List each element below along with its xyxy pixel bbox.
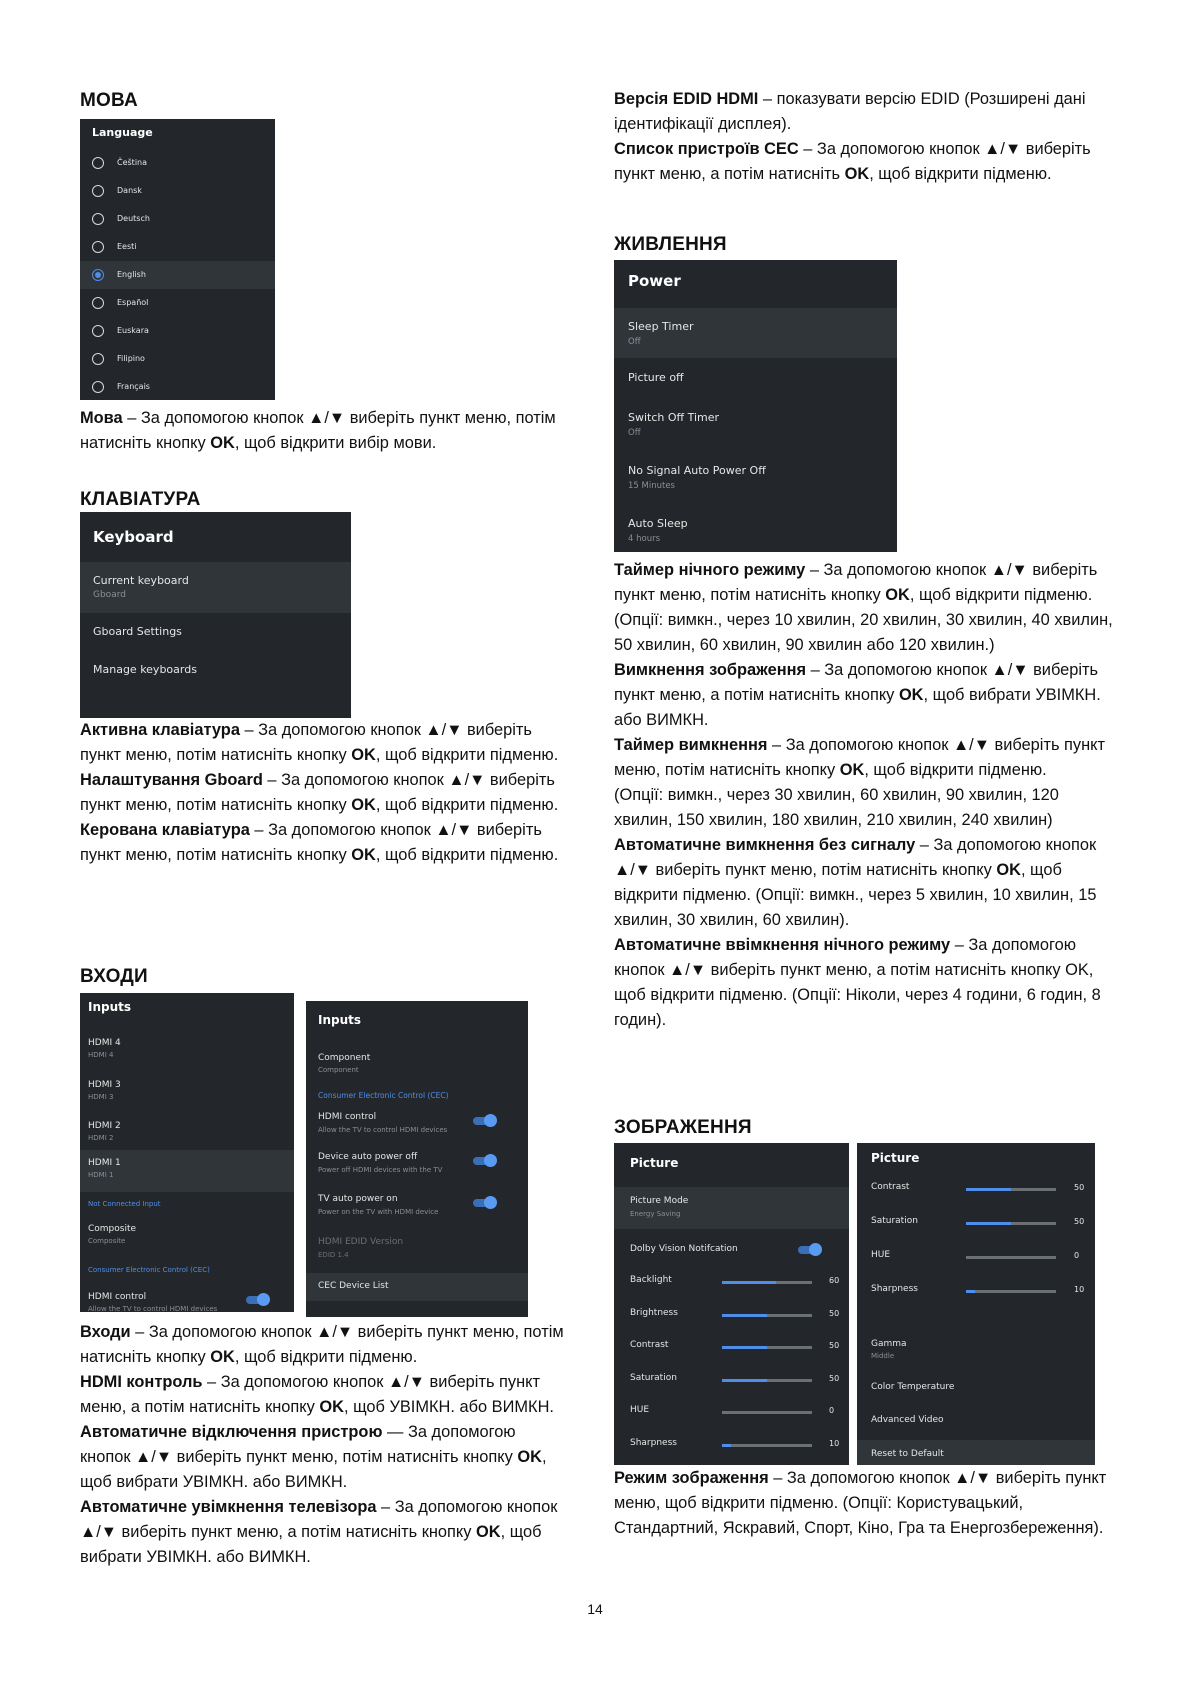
edid-para-version: Версія EDID HDMI – показувати версію EDID (Розширені дані ідентифікації дисплея). bbox=[614, 90, 1086, 133]
keyboard-para-active: Активна клавіатура – За допомогою кнопок ▲/▼ виберіть пункт меню, потім натисніть кнопку OK, щоб відкрити підменю. bbox=[80, 721, 559, 764]
inputs2-cec-header: Consumer Electronic Control (CEC) bbox=[318, 1091, 449, 1100]
inputs-item-edid: HDMI EDID Version EDID 1.4 bbox=[318, 1237, 404, 1259]
inputs-para-inputs: Входи – За допомогою кнопок ▲/▼ виберіть пункт меню, потім натисніть кнопку OK, щоб відкрити підменю. bbox=[80, 1323, 564, 1366]
radio-unchecked-icon bbox=[92, 325, 104, 337]
language-option[interactable] bbox=[80, 289, 275, 317]
slider-track[interactable] bbox=[966, 1256, 1056, 1259]
slider-row[interactable] bbox=[857, 1284, 1095, 1302]
power-item-picture-off[interactable]: Picture off bbox=[628, 371, 684, 384]
inputs-para-hdmi-control: HDMI контроль – За допомогою кнопок ▲/▼ виберіть пункт меню, а потім натисніть кнопку OK, щоб УВІМКН. або ВИМКН. bbox=[80, 1373, 554, 1416]
radio-checked-icon bbox=[92, 269, 104, 281]
inputs-not-connected-header: Not Connected Input bbox=[88, 1200, 161, 1208]
slider-row[interactable] bbox=[614, 1308, 849, 1326]
slider-label: Contrast bbox=[630, 1340, 669, 1350]
toggle-icon[interactable] bbox=[473, 1199, 495, 1207]
language-option-label: Filipino bbox=[117, 354, 145, 363]
slider-label: HUE bbox=[630, 1405, 650, 1415]
power-para-switch-off: Таймер вимкнення – За допомогою кнопок ▲/▼ виберіть пункт меню, потім натисніть кнопку OK, щоб відкрити підменю. bbox=[614, 736, 1106, 779]
inputs-para-auto-off: Автоматичне відключення пристрою — За допомогою кнопок ▲/▼ виберіть пункт меню, потім натисніть кнопку OK, щоб вибрати УВІМКН. або ВИМКН. bbox=[80, 1423, 547, 1491]
picture-item-dolby[interactable]: Dolby Vision Notifcation bbox=[614, 1236, 849, 1266]
keyboard-description bbox=[80, 718, 560, 868]
power-item-no-signal[interactable]: No Signal Auto Power Off 15 Minutes bbox=[628, 464, 766, 491]
slider-row[interactable] bbox=[614, 1340, 849, 1358]
slider-row[interactable] bbox=[614, 1373, 849, 1391]
language-option[interactable] bbox=[80, 261, 275, 289]
radio-unchecked-icon bbox=[92, 353, 104, 365]
slider-row[interactable] bbox=[614, 1405, 849, 1423]
slider-value: 0 bbox=[829, 1406, 835, 1415]
keyboard-screen bbox=[80, 512, 351, 718]
toggle-icon[interactable] bbox=[473, 1157, 495, 1165]
inputs-item-hdmi-control[interactable]: HDMI control Allow the TV to control HDMI devices bbox=[80, 1286, 294, 1312]
slider-fill bbox=[966, 1290, 975, 1293]
slider-value: 50 bbox=[829, 1308, 840, 1318]
power-item-switch-off-timer[interactable]: Switch Off Timer Off bbox=[628, 411, 720, 438]
slider-fill bbox=[722, 1346, 767, 1349]
slider-label: Contrast bbox=[871, 1182, 910, 1192]
radio-unchecked-icon bbox=[92, 241, 104, 253]
slider-track[interactable] bbox=[722, 1314, 812, 1317]
language-option[interactable] bbox=[80, 149, 275, 177]
slider-track[interactable] bbox=[722, 1379, 812, 1382]
edid-description bbox=[614, 87, 1114, 187]
picture-description: Режим зображення – За допомогою кнопок ▲/▼ виберіть пункт меню, щоб відкрити підменю. (Опції: Користувацький, Стандартний, Яскравий, Спорт, Кіно, Гра та Енергозбереження). bbox=[614, 1469, 1107, 1537]
language-option[interactable] bbox=[80, 177, 275, 205]
picture-item-advanced[interactable]: Advanced Video bbox=[871, 1415, 944, 1425]
section-heading-inputs: ВХОДИ bbox=[80, 966, 148, 987]
slider-fill bbox=[722, 1314, 767, 1317]
picture-item-reset[interactable]: Reset to Default bbox=[857, 1440, 1095, 1465]
slider-row[interactable] bbox=[857, 1250, 1095, 1268]
language-option[interactable] bbox=[80, 373, 275, 400]
toggle-icon[interactable] bbox=[473, 1117, 495, 1125]
inputs-item-component[interactable]: Component Component bbox=[318, 1053, 371, 1074]
radio-unchecked-icon bbox=[92, 157, 104, 169]
slider-value: 10 bbox=[1074, 1285, 1085, 1294]
section-heading-power: ЖИВЛЕННЯ bbox=[614, 234, 727, 255]
slider-track[interactable] bbox=[722, 1281, 812, 1284]
language-option[interactable] bbox=[80, 317, 275, 345]
power-para-no-signal: Автоматичне вимкнення без сигналу – За допомогою кнопок ▲/▼ виберіть пункт меню, потім натисніть кнопку OK, щоб відкрити підменю. (Опції: вимкн., через 5 хвилин, 10 хвилин, 15 хвилин, 30 хвилин, 60 хвилин). bbox=[614, 836, 1097, 929]
language-option-label: Čeština bbox=[117, 158, 148, 167]
slider-track[interactable] bbox=[722, 1444, 812, 1447]
inputs-cec-header: Consumer Electronic Control (CEC) bbox=[88, 1266, 210, 1274]
power-para-auto-sleep: Автоматичне ввімкнення нічного режиму – За допомогою кнопок ▲/▼ виберіть пункт меню, а потім натисніть кнопку OK, щоб відкрити підменю. (Опції: Ніколи, через 4 години, 6 годин, 8 годин). bbox=[614, 936, 1101, 1029]
keyboard-para-gboard: Налаштування Gboard – За допомогою кнопок ▲/▼ виберіть пункт меню, потім натисніть кнопку OK, щоб відкрити підменю. bbox=[80, 771, 559, 814]
language-option-label: English bbox=[117, 270, 146, 279]
language-option[interactable] bbox=[80, 205, 275, 233]
inputs-item-hdmi1[interactable]: HDMI 1 HDMI 1 bbox=[80, 1150, 294, 1192]
keyboard-para-managed: Керована клавіатура – За допомогою кнопок ▲/▼ виберіть пункт меню, потім натисніть кнопку OK, щоб відкрити підменю. bbox=[80, 821, 559, 864]
language-option[interactable] bbox=[80, 233, 275, 261]
edid-para-cec-list: Список пристроїв CEC – За допомогою кнопок ▲/▼ виберіть пункт меню, а потім натисніть OK, щоб відкрити підменю. bbox=[614, 140, 1091, 183]
slider-row[interactable] bbox=[614, 1275, 849, 1293]
inputs-item-tv-auto-on[interactable]: TV auto power on Power on the TV with HDMI device bbox=[306, 1193, 528, 1229]
slider-value: 60 bbox=[829, 1276, 840, 1285]
slider-label: Brightness bbox=[630, 1307, 678, 1318]
radio-unchecked-icon bbox=[92, 185, 104, 197]
power-item-sleep-timer[interactable]: Sleep Timer Off bbox=[614, 308, 897, 358]
slider-value: 50 bbox=[1074, 1183, 1085, 1192]
language-option-label: Français bbox=[117, 382, 150, 391]
slider-fill bbox=[966, 1222, 1011, 1225]
slider-value: 50 bbox=[829, 1341, 840, 1350]
keyboard-item-gboard-settings[interactable]: Gboard Settings bbox=[93, 625, 182, 638]
slider-row[interactable] bbox=[614, 1438, 849, 1456]
inputs-screen-2: Inputs Component Component Consumer Electronic Control (CEC) HDMI control Allow the TV to control HDMI devices Device auto power off Power off HDMI devices with the TV TV auto power on Power on the TV with HDMI device HDMI EDID Version EDID 1.4 CEC Device List bbox=[306, 1001, 528, 1317]
language-option-label: Dansk bbox=[117, 186, 142, 195]
inputs-item-cec-list[interactable]: CEC Device List bbox=[306, 1273, 528, 1301]
slider-row[interactable] bbox=[857, 1216, 1095, 1234]
language-option[interactable] bbox=[80, 345, 275, 373]
power-para-switch-off-options: (Опції: вимкн., через 30 хвилин, 60 хвилин, 90 хвилин, 120 хвилин, 150 хвилин, 180 хвилин, 210 хвилин, 240 хвилин) bbox=[614, 786, 1059, 829]
inputs-item-hdmi2[interactable]: HDMI 2 HDMI 2 bbox=[88, 1121, 121, 1142]
inputs-item-device-auto-off[interactable]: Device auto power off Power off HDMI devices with the TV bbox=[306, 1151, 528, 1187]
slider-label: Sharpness bbox=[630, 1437, 677, 1448]
inputs-screen-1: Inputs HDMI 4 HDMI 4 HDMI 3 HDMI 3 HDMI 2 HDMI 2 HDMI 1 HDMI 1 Not Connected Input Composite Composite Consumer Electronic Control (CEC) HDMI control Allow the TV to control HDMI devices bbox=[80, 993, 294, 1312]
slider-value: 50 bbox=[1074, 1217, 1085, 1226]
slider-fill bbox=[722, 1444, 731, 1447]
section-heading-language: МОВА bbox=[80, 90, 138, 111]
radio-unchecked-icon bbox=[92, 381, 104, 393]
language-option-label: Eesti bbox=[117, 242, 137, 251]
inputs-item-hdmi3[interactable]: HDMI 3 HDMI 3 bbox=[88, 1080, 121, 1101]
keyboard-item-current[interactable]: Current keyboard Gboard bbox=[80, 562, 351, 613]
power-description bbox=[614, 558, 1119, 1033]
language-option-label: Deutsch bbox=[117, 214, 150, 223]
power-para-sleep: Таймер нічного режиму – За допомогою кнопок ▲/▼ виберіть пункт меню, потім натисніть кнопку OK, щоб відкрити підменю. bbox=[614, 561, 1098, 604]
power-item-auto-sleep[interactable]: Auto Sleep 4 hours bbox=[628, 517, 688, 544]
slider-label: Saturation bbox=[630, 1372, 677, 1383]
power-screen: Power Sleep Timer Off Picture off Switch Off Timer Off No Signal Auto Power Off 15 Minutes Auto Sleep 4 hours bbox=[614, 260, 897, 552]
slider-track[interactable] bbox=[722, 1411, 812, 1414]
toggle-icon[interactable] bbox=[246, 1296, 268, 1304]
language-description: Мова – За допомогою кнопок ▲/▼ виберіть пункт меню, потім натисніть кнопку OK, щоб відкрити вибір мови. bbox=[80, 409, 556, 452]
picture-item-color-temp[interactable]: Color Temperature bbox=[871, 1382, 955, 1392]
inputs-para-auto-on: Автоматичне увімкнення телевізора – За допомогою кнопок ▲/▼ виберіть пункт меню, а потім натисніть кнопку OK, щоб вибрати УВІМКН. або ВИМКН. bbox=[80, 1498, 558, 1566]
language-screen-title: Language bbox=[92, 126, 153, 139]
inputs-item-hdmi-control-2[interactable]: HDMI control Allow the TV to control HDMI devices bbox=[306, 1111, 528, 1147]
picture-screen-2: Picture Contrast 50 Saturation 50 HUE 0 Sharpness 10 Gamma Middle Color Temperature Advanced Video Reset to Default bbox=[857, 1143, 1095, 1465]
toggle-icon[interactable] bbox=[798, 1246, 820, 1254]
inputs-item-hdmi4[interactable]: HDMI 4 HDMI 4 bbox=[88, 1038, 121, 1059]
slider-track[interactable] bbox=[966, 1290, 1056, 1293]
keyboard-item-manage[interactable]: Manage keyboards bbox=[93, 663, 197, 676]
slider-label: HUE bbox=[871, 1250, 891, 1260]
inputs-item-composite[interactable]: Composite Composite bbox=[88, 1224, 137, 1245]
picture-item-gamma[interactable]: Gamma Middle bbox=[871, 1339, 907, 1360]
slider-fill bbox=[722, 1281, 776, 1284]
picture-screen-1: Picture Picture Mode Energy Saving Dolby Vision Notifcation Backlight 60 Brightness 50 Contrast 50 Saturation 50 HUE 0 Sharpness 10 bbox=[614, 1143, 849, 1465]
slider-value: 0 bbox=[1074, 1251, 1080, 1260]
slider-fill bbox=[966, 1188, 1011, 1191]
keyboard-screen-title: Keyboard bbox=[93, 528, 174, 546]
slider-value: 10 bbox=[829, 1438, 840, 1448]
language-option-label: Español bbox=[117, 298, 149, 307]
slider-value: 50 bbox=[829, 1373, 840, 1383]
power-para-sleep-options: (Опції: вимкн., через 10 хвилин, 20 хвилин, 30 хвилин, 40 хвилин, 50 хвилин, 60 хвилин, 90 хвилин або 120 хвилин.) bbox=[614, 611, 1113, 654]
section-heading-keyboard: КЛАВІАТУРА bbox=[80, 489, 201, 510]
language-screen bbox=[80, 119, 275, 400]
slider-fill bbox=[722, 1379, 767, 1382]
slider-track[interactable] bbox=[966, 1188, 1056, 1191]
power-para-picture-off: Вимкнення зображення – За допомогою кнопок ▲/▼ виберіть пункт меню, а потім натисніть кнопку OK, щоб вибрати УВІМКН. або ВИМКН. bbox=[614, 661, 1101, 729]
radio-unchecked-icon bbox=[92, 213, 104, 225]
slider-label: Backlight bbox=[630, 1275, 672, 1285]
section-heading-picture: ЗОБРАЖЕННЯ bbox=[614, 1117, 752, 1138]
slider-label: Saturation bbox=[871, 1216, 918, 1226]
language-option-label: Euskara bbox=[117, 326, 149, 335]
radio-unchecked-icon bbox=[92, 297, 104, 309]
slider-track[interactable] bbox=[722, 1346, 812, 1349]
slider-label: Sharpness bbox=[871, 1284, 918, 1294]
slider-track[interactable] bbox=[966, 1222, 1056, 1225]
slider-row[interactable] bbox=[857, 1182, 1095, 1200]
page-number: 14 bbox=[587, 1601, 603, 1617]
picture-item-mode[interactable]: Picture Mode Energy Saving bbox=[614, 1187, 849, 1229]
inputs-description bbox=[80, 1320, 570, 1570]
